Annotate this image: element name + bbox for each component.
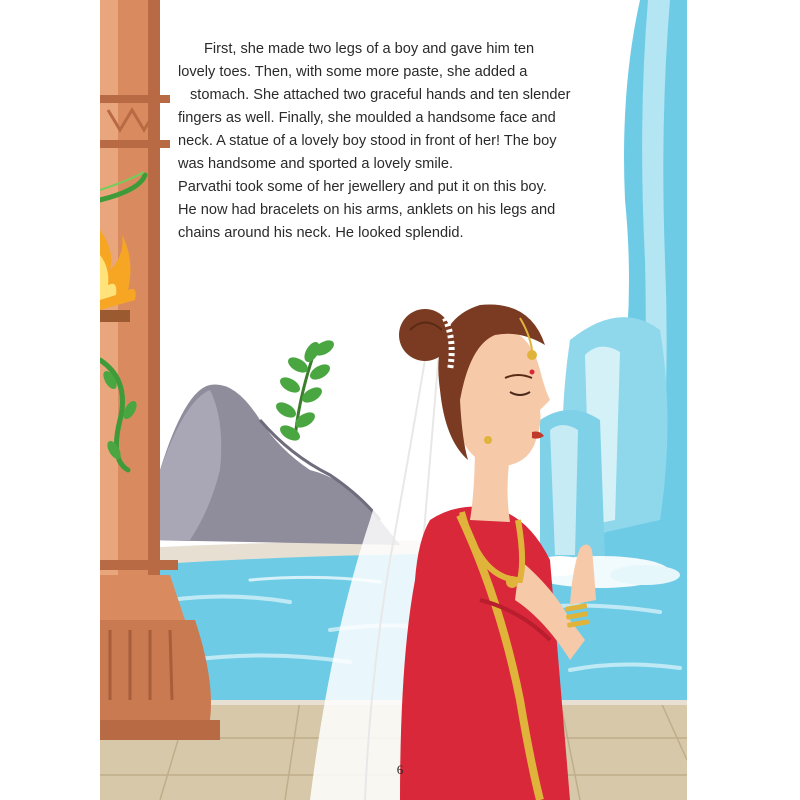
- page-number: 6: [396, 762, 404, 777]
- story-line: chains around his neck. He looked splendid.: [178, 225, 464, 241]
- story-line: fingers as well. Finally, she moulded a handsome face and: [178, 110, 556, 126]
- story-paragraph: [178, 176, 610, 245]
- story-line: neck. A statue of a lovely boy stood in front of her! The boy: [178, 133, 557, 149]
- mountain-icon: [145, 384, 400, 545]
- story-line: stomach. She attached two graceful hands and ten slender: [190, 87, 571, 103]
- story-line: lovely toes. Then, with some more paste, she added a: [178, 64, 528, 80]
- story-page: [100, 0, 687, 800]
- story-paragraph: [178, 38, 610, 176]
- plant-sprig-icon: [273, 337, 336, 443]
- story-line: He now had bracelets on his arms, anklets on his legs and: [178, 202, 556, 218]
- story-line: was handsome and sported a lovely smile.: [178, 156, 453, 172]
- story-line: First, she made two legs of a boy and gave him ten: [204, 41, 535, 57]
- story-line: Parvathi took some of her jewellery and put it on this boy.: [178, 179, 547, 195]
